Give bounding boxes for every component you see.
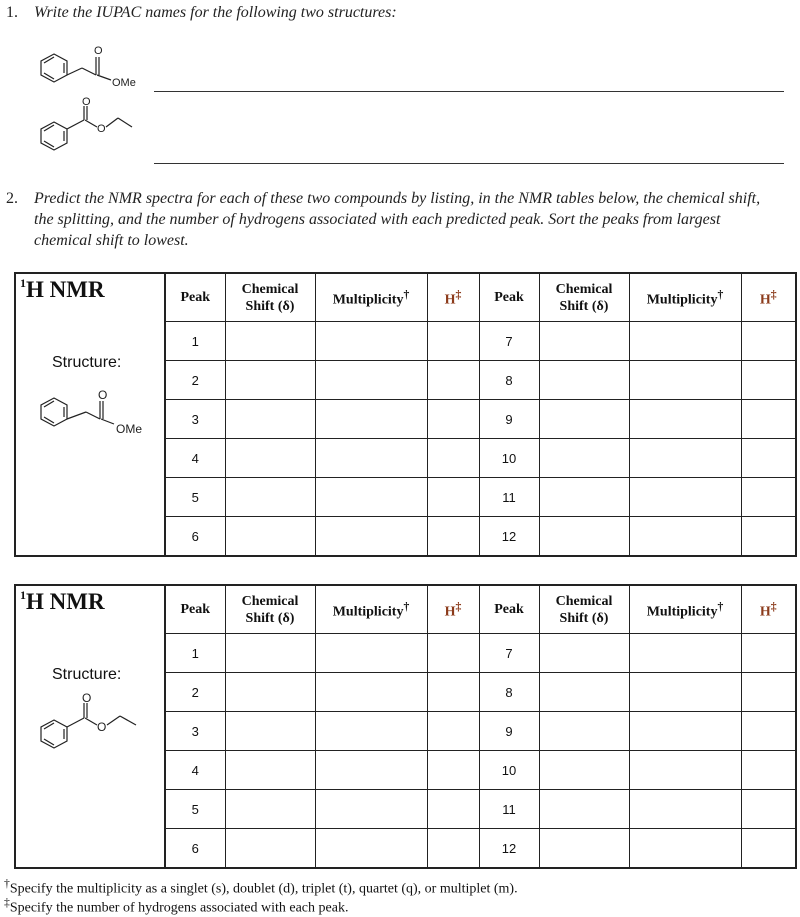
shift-input[interactable] — [539, 517, 629, 557]
table-1-header-h-right: H‡ — [741, 273, 796, 322]
table-1-header-multiplicity-right: Multiplicity† — [629, 273, 741, 322]
table-2-ester-o: O — [97, 720, 107, 734]
table-2-header-multiplicity: Multiplicity† — [315, 585, 427, 634]
h-count-input[interactable] — [741, 400, 796, 439]
peak-number: 3 — [165, 400, 225, 439]
table-1-structure-label: Structure: — [52, 354, 122, 371]
shift-input[interactable] — [539, 361, 629, 400]
table-1-header-shift-right: Chemical Shift (δ) — [539, 273, 629, 322]
peak-number: 10 — [479, 439, 539, 478]
multiplicity-input[interactable] — [629, 517, 741, 557]
peak-number: 5 — [165, 790, 225, 829]
h-count-input[interactable] — [741, 322, 796, 361]
peak-number: 1 — [165, 322, 225, 361]
h-count-input[interactable] — [741, 517, 796, 557]
peak-number: 8 — [479, 673, 539, 712]
peak-number: 12 — [479, 517, 539, 557]
multiplicity-input[interactable] — [629, 712, 741, 751]
multiplicity-input[interactable] — [315, 361, 427, 400]
h-count-input[interactable] — [741, 361, 796, 400]
multiplicity-input[interactable] — [315, 322, 427, 361]
h-count-input[interactable] — [741, 673, 796, 712]
shift-input[interactable] — [225, 400, 315, 439]
shift-input[interactable] — [539, 400, 629, 439]
multiplicity-input[interactable] — [315, 673, 427, 712]
shift-input[interactable] — [539, 790, 629, 829]
table-2-header-multiplicity-right: Multiplicity† — [629, 585, 741, 634]
multiplicity-input[interactable] — [629, 829, 741, 869]
question-2-text: Predict the NMR spectra for each of these two compounds by listing, in the NMR tables below, the chemical shift, the splitting, and the number of hydrogens associated with each predicted peak. Sort the peaks from largest chemical shift to lowest. — [34, 190, 761, 249]
h-count-input[interactable] — [427, 673, 479, 712]
answer-line-2[interactable] — [154, 163, 784, 164]
peak-number: 8 — [479, 361, 539, 400]
nmr-table-1 — [14, 272, 795, 557]
table-2-header-shift: Chemical Shift (δ) — [225, 585, 315, 634]
multiplicity-input[interactable] — [315, 634, 427, 673]
footnote-multiplicity: †Specify the multiplicity as a singlet (s), doublet (d), triplet (t), quartet (q), or multiplet (m). — [4, 877, 518, 897]
table-1-ome-label: OMe — [116, 422, 143, 436]
shift-input[interactable] — [225, 673, 315, 712]
h-count-input[interactable] — [741, 634, 796, 673]
table-1-header-peak: Peak — [165, 273, 225, 322]
shift-input[interactable] — [539, 673, 629, 712]
shift-input[interactable] — [225, 634, 315, 673]
peak-number: 3 — [165, 712, 225, 751]
h-count-input[interactable] — [427, 517, 479, 557]
h-count-input[interactable] — [427, 478, 479, 517]
table-1-header-shift: Chemical Shift (δ) — [225, 273, 315, 322]
h-count-input[interactable] — [741, 751, 796, 790]
h-count-input[interactable] — [741, 439, 796, 478]
h-count-input[interactable] — [427, 439, 479, 478]
question-2 — [6, 188, 776, 251]
multiplicity-input[interactable] — [629, 400, 741, 439]
table-1-carbonyl-o: O — [98, 388, 108, 402]
structure-1-ome-label: OMe — [112, 77, 136, 89]
question-2-number: 2. — [6, 190, 18, 207]
peak-number: 6 — [165, 517, 225, 557]
table-1-header-peak-right: Peak — [479, 273, 539, 322]
multiplicity-input[interactable] — [629, 439, 741, 478]
multiplicity-input[interactable] — [315, 439, 427, 478]
h-count-input[interactable] — [741, 478, 796, 517]
h-count-input[interactable] — [427, 829, 479, 869]
table-1-header-multiplicity: Multiplicity† — [315, 273, 427, 322]
question-1-number: 1. — [6, 4, 18, 21]
peak-number: 9 — [479, 712, 539, 751]
peak-number: 4 — [165, 439, 225, 478]
question-1 — [6, 2, 397, 23]
multiplicity-input[interactable] — [629, 634, 741, 673]
peak-number: 7 — [479, 322, 539, 361]
shift-input[interactable] — [225, 322, 315, 361]
dagger-mark: † — [4, 877, 10, 890]
table-1-title: $^1$H NMR — [20, 276, 105, 302]
shift-input[interactable] — [225, 712, 315, 751]
multiplicity-input[interactable] — [315, 790, 427, 829]
shift-input[interactable] — [225, 517, 315, 557]
peak-number: 6 — [165, 829, 225, 869]
table-1-structure-cell — [15, 273, 165, 556]
shift-input[interactable] — [539, 478, 629, 517]
peak-number: 12 — [479, 829, 539, 869]
peak-number: 9 — [479, 400, 539, 439]
peak-number: 10 — [479, 751, 539, 790]
nmr-table-2 — [14, 584, 795, 869]
peak-number: 4 — [165, 751, 225, 790]
shift-input[interactable] — [225, 751, 315, 790]
multiplicity-input[interactable] — [629, 478, 741, 517]
footnote-hydrogens: ‡Specify the number of hydrogens associated with each peak. — [4, 896, 349, 916]
table-1-header-h: H‡ — [427, 273, 479, 322]
h-count-input[interactable] — [427, 751, 479, 790]
multiplicity-input[interactable] — [315, 712, 427, 751]
ddagger-mark: ‡ — [4, 896, 10, 909]
h-count-input[interactable] — [741, 712, 796, 751]
h-count-input[interactable] — [427, 634, 479, 673]
h-count-input[interactable] — [427, 790, 479, 829]
table-2-header-h-right: H‡ — [741, 585, 796, 634]
shift-input[interactable] — [539, 439, 629, 478]
h-count-input[interactable] — [741, 829, 796, 869]
multiplicity-input[interactable] — [315, 751, 427, 790]
multiplicity-input[interactable] — [629, 673, 741, 712]
h-count-input[interactable] — [427, 361, 479, 400]
shift-input[interactable] — [225, 790, 315, 829]
multiplicity-input[interactable] — [629, 322, 741, 361]
peak-number: 1 — [165, 634, 225, 673]
structure-1-methyl-phenylacetate — [34, 40, 144, 100]
table-2-title: $^1$H NMR — [20, 588, 105, 614]
table-2-carbonyl-o: O — [82, 691, 92, 705]
structure-2-carbonyl-o: O — [82, 96, 91, 108]
table-2-header-peak: Peak — [165, 585, 225, 634]
structure-2-ester-o: O — [97, 123, 106, 135]
multiplicity-input[interactable] — [315, 400, 427, 439]
h-count-input[interactable] — [427, 322, 479, 361]
table-2-structure-cell — [15, 585, 165, 868]
table-2-structure-label: Structure: — [52, 666, 122, 683]
peak-number: 11 — [479, 478, 539, 517]
peak-number: 5 — [165, 478, 225, 517]
table-2-header-shift-right: Chemical Shift (δ) — [539, 585, 629, 634]
shift-input[interactable] — [539, 829, 629, 869]
structure-2-ethyl-benzoate — [34, 96, 144, 162]
shift-input[interactable] — [539, 712, 629, 751]
multiplicity-input[interactable] — [315, 517, 427, 557]
table-2-header-h: H‡ — [427, 585, 479, 634]
h-count-input[interactable] — [741, 790, 796, 829]
multiplicity-input[interactable] — [629, 361, 741, 400]
shift-input[interactable] — [225, 439, 315, 478]
peak-number: 11 — [479, 790, 539, 829]
shift-input[interactable] — [225, 478, 315, 517]
shift-input[interactable] — [225, 829, 315, 869]
h-count-input[interactable] — [427, 400, 479, 439]
table-2-header-peak-right: Peak — [479, 585, 539, 634]
shift-input[interactable] — [539, 751, 629, 790]
table-1-structure-drawing — [34, 384, 154, 444]
h-count-input[interactable] — [427, 712, 479, 751]
table-2-structure-drawing — [34, 690, 154, 760]
shift-input[interactable] — [539, 634, 629, 673]
shift-input[interactable] — [225, 361, 315, 400]
answer-line-1[interactable] — [154, 91, 784, 92]
question-1-text: Write the IUPAC names for the following two structures: — [34, 4, 397, 21]
peak-number: 2 — [165, 673, 225, 712]
multiplicity-input[interactable] — [315, 478, 427, 517]
multiplicity-input[interactable] — [629, 790, 741, 829]
structure-1-carbonyl-o: O — [94, 45, 103, 57]
multiplicity-input[interactable] — [629, 751, 741, 790]
peak-number: 2 — [165, 361, 225, 400]
multiplicity-input[interactable] — [315, 829, 427, 869]
peak-number: 7 — [479, 634, 539, 673]
shift-input[interactable] — [539, 322, 629, 361]
